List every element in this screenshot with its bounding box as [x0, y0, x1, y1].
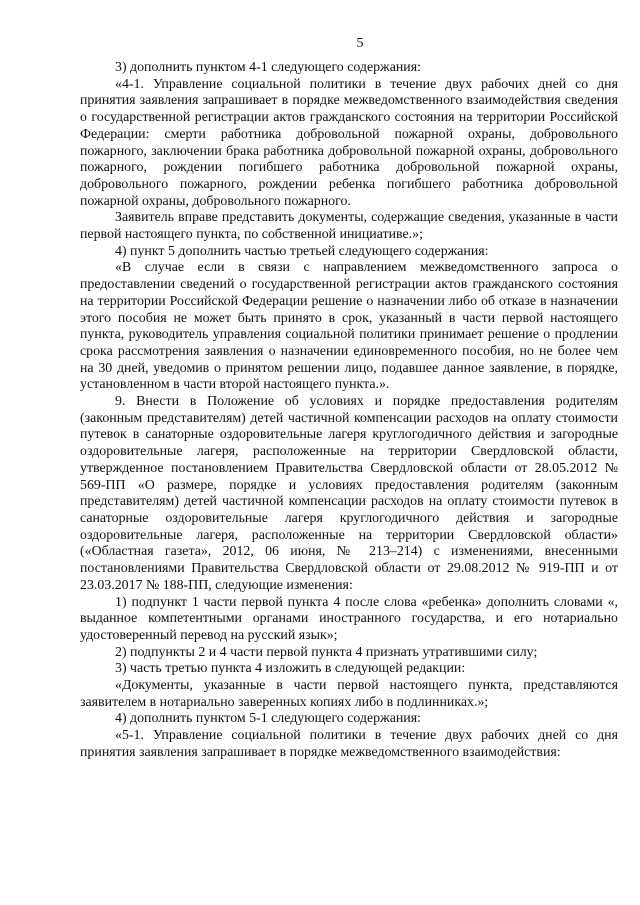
paragraph: 4) пункт 5 дополнить частью третьей следующего содержания: — [115, 243, 489, 259]
paragraph: 3) дополнить пунктом 4-1 следующего содержания: — [115, 60, 421, 75]
paragraph: «4-1. Управление социальной политики в течение двух рабочих дней со дня принятия заявления запрашивает в порядке межведомственного взаимодействия сведения о государственной регистрации актов гражданского состояния на территории Российской Федерации: смерти работника добровольной пожарной охраны, добровольного пожарного, заключении брака работника добровольной пожарной охраны, добровольного пожарного, рождении погибшего работника добровольной пожарной охраны, добровольного пожарного, рождении ребенка погибшего работника добровольной пожарной охраны, добровольного пожарного. — [80, 76, 618, 209]
paragraph: 4) дополнить пунктом 5-1 следующего содержания: — [115, 711, 421, 727]
paragraph: «5-1. Управление социальной политики в течение двух рабочих дней со дня принятия заявления запрашивает в порядке межведомственного взаимодействия: — [80, 728, 618, 760]
page-number: 5 — [356, 36, 364, 51]
paragraph: «В случае если в связи с направлением межведомственного запроса о предоставлении сведений о государственной регистрации актов гражданского состояния на территории Российской Федерации решение о назначении либо об отказе в назначении этого пособия не может быть принято в срок, указанный в части первой настоящего пункта, руководитель управления социальной политики принимает решение о продлении срока рассмотрения заявления о назначении единовременного пособия, но не более чем на 30 дней, уведомив о принятом решении лицо, подавшее данное заявление, в порядке, установленном в части второй настоящего пункта.». — [80, 260, 618, 393]
paragraph: 2) подпункты 2 и 4 части первой пункта 4 признать утратившими силу; — [115, 644, 538, 660]
paragraph: 1) подпункт 1 части первой пункта 4 после слова «ребенка» дополнить словами «, выданное компетентными органами иностранного государства, и его нотариально удостоверенный перевод на русский язык»; — [80, 594, 618, 643]
paragraph: Заявитель вправе представить документы, содержащие сведения, указанные в части первой настоящего пункта, по собственной инициативе.»; — [80, 210, 618, 243]
paragraph: 3) часть третью пункта 4 изложить в следующей редакции: — [115, 661, 466, 677]
paragraph: «Документы, указанные в части первой настоящего пункта, представляются заявителем в нотариально заверенных копиях либо в подлинниках.»; — [80, 678, 618, 710]
paragraph: 9. Внести в Положение об условиях и порядке предоставления родителям (законным представителям) детей частичной компенсации расходов на оплату стоимости путевок в санаторные оздоровительные лагеря круглогодичного действия и загородные оздоровительные лагеря, расположенные на территории Свердловской области, утвержденное постановлением Правительства Свердловской области от 28.05.2012 № 569-ПП «О размере, порядке и условиях предоставления родителям (законным представителям) детей частичной компенсации расходов на оплату стоимости путевок в санаторные оздоровительные лагеря круглогодичного действия и загородные оздоровительные лагеря, расположенные на территории Свердловской области» («Областная газета», 2012, 06 июня, № 213–214) с изменениями, внесенными постановлениями Правительства Свердловской области от 29.08.2012 № 919-ПП и от 23.03.2017 № 188-ПП, следующие изменения: — [80, 394, 618, 593]
document-body — [80, 60, 618, 762]
